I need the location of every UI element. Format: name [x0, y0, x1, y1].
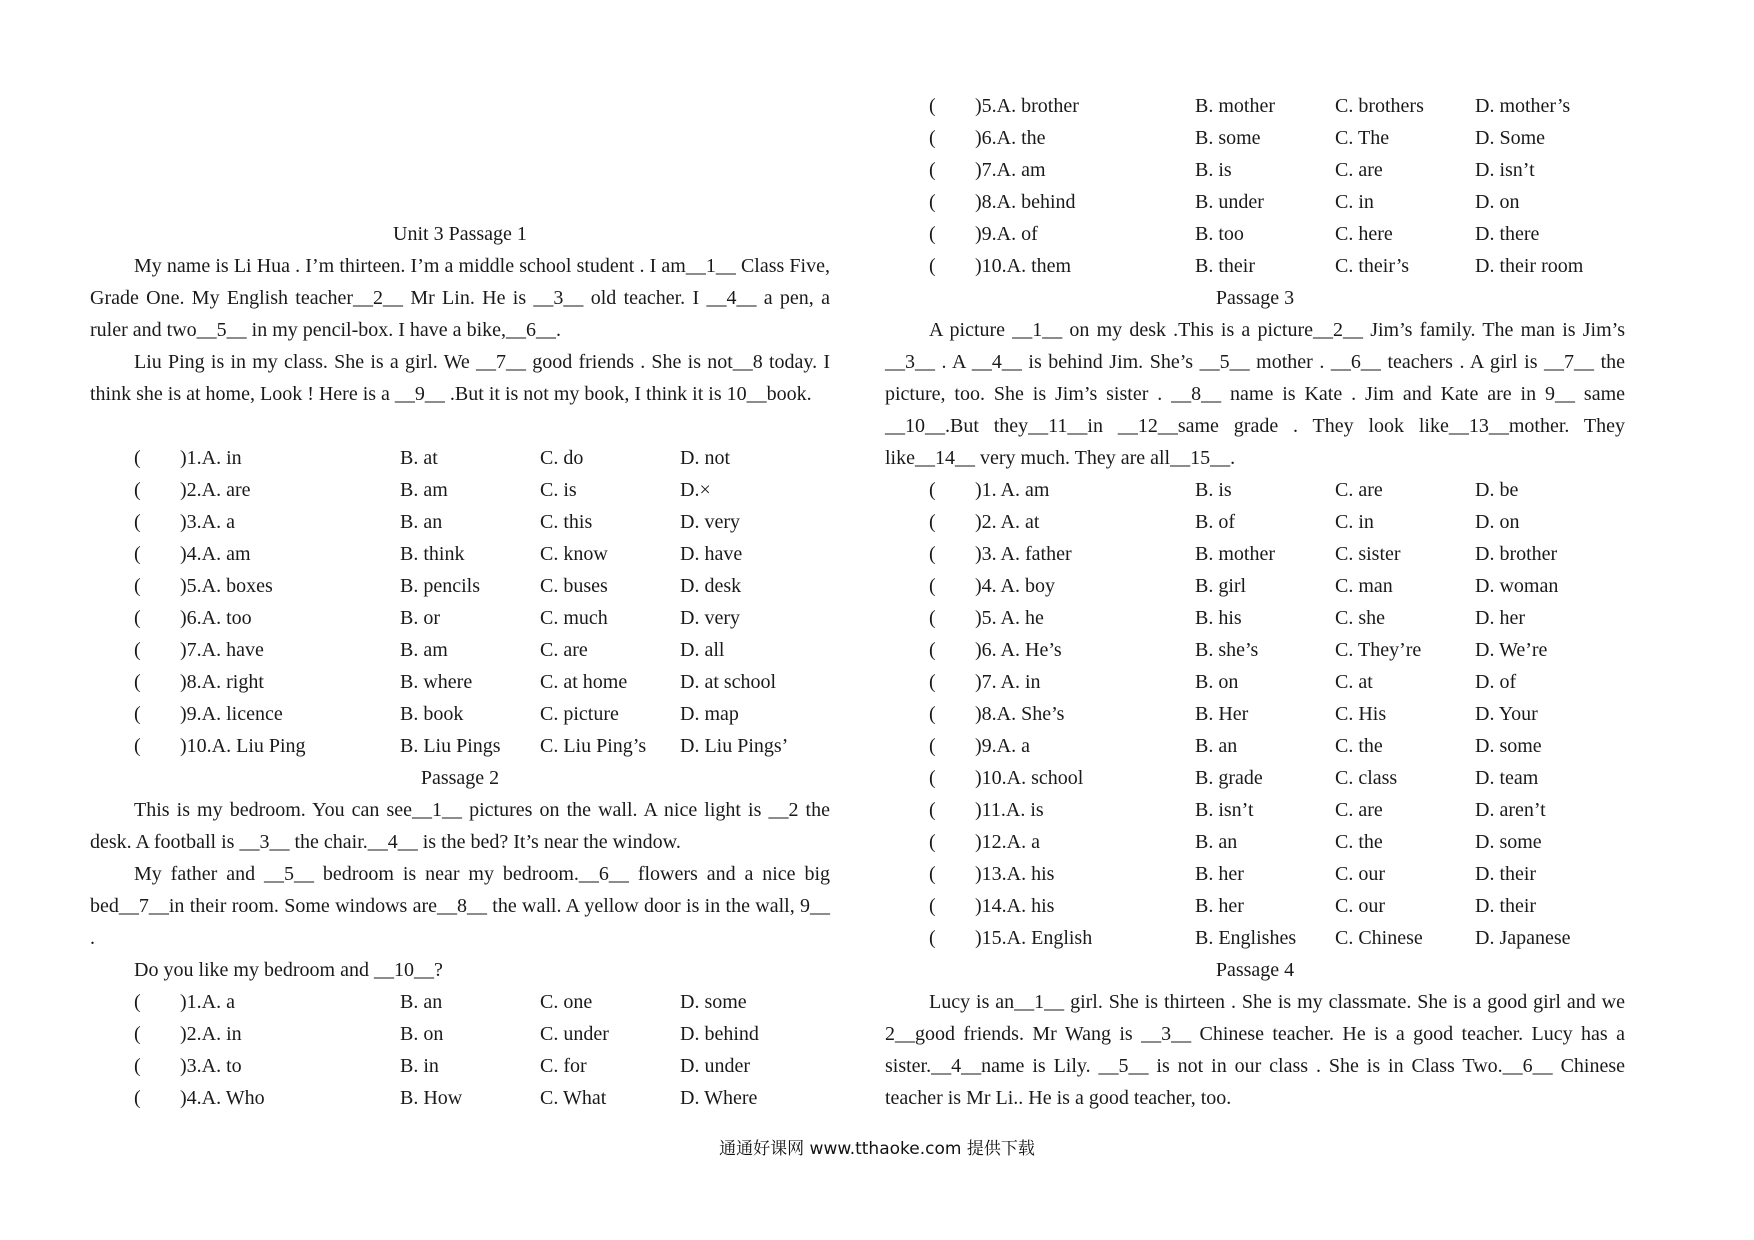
question-row	[90, 538, 830, 570]
option-c: C. under	[540, 1023, 609, 1045]
option-d: D. there	[1475, 223, 1540, 245]
unit-title: Unit 3 Passage 1	[393, 223, 527, 245]
question-row	[885, 698, 1625, 730]
bracket: (	[929, 159, 936, 181]
question-stem: )12.A. a	[975, 831, 1040, 853]
question-stem: )2.A. in	[180, 1023, 242, 1045]
question-row	[90, 474, 830, 506]
option-c: C. sister	[1335, 543, 1401, 565]
option-b: B. under	[1195, 191, 1264, 213]
option-d: D. Where	[680, 1087, 758, 1109]
option-d: D. Liu Pings’	[680, 735, 789, 757]
option-d: D. We’re	[1475, 639, 1548, 661]
passage-2-paragraph: My father and __5__ bedroom is near my bedroom.__6__ flowers and a nice big bed__7__in their room. Some windows are__8__ the wall. A yellow door is in the wall, 9__ .	[90, 863, 830, 949]
option-b: B. some	[1195, 127, 1261, 149]
option-c: C. the	[1335, 735, 1383, 757]
option-c: C. man	[1335, 575, 1393, 597]
option-d: D. on	[1475, 511, 1520, 533]
passage-2-paragraph: Do you like my bedroom and __10__?	[134, 959, 443, 981]
passage-4-paragraph: Lucy is an__1__ girl. She is thirteen . She is my classmate. She is a good girl and we 2__good friends. Mr Wang is __3__ Chinese teacher. He is a good teacher. Lucy has a sister.__4__name is Lily. __5__ is not in our class . She is in Class Two.__6__ Chinese teacher is Mr Li.. He is a good teacher, too.	[885, 991, 1625, 1109]
bracket: (	[929, 127, 936, 149]
bracket: (	[929, 479, 936, 501]
question-stem: )5. A. he	[975, 607, 1044, 629]
option-c: C. class	[1335, 767, 1398, 789]
option-c: C. at	[1335, 671, 1373, 693]
option-d: D. her	[1475, 607, 1525, 629]
bracket: (	[134, 991, 141, 1013]
option-c: C. is	[540, 479, 577, 501]
option-d: D. isn’t	[1475, 159, 1535, 181]
option-b: B. Her	[1195, 703, 1249, 725]
question-row	[90, 442, 830, 474]
option-b: B. mother	[1195, 543, 1275, 565]
option-d: D. of	[1475, 671, 1517, 693]
bracket: (	[929, 607, 936, 629]
option-d: D. their	[1475, 895, 1537, 917]
question-row	[885, 826, 1625, 858]
question-row	[885, 858, 1625, 890]
bracket: (	[134, 479, 141, 501]
question-row	[885, 250, 1625, 282]
option-c: C. The	[1335, 127, 1390, 149]
bracket: (	[134, 703, 141, 725]
passage-3-paragraph: A picture __1__ on my desk .This is a picture__2__ Jim’s family. The man is Jim’s __3__ . A __4__ is behind Jim. She’s __5__ mother . __6__ teachers . A girl is __7__ the picture, too. She is Jim’s sister . __8__ name is Kate . Jim and Kate are in 9__ same __10__.But they__11__in __12__same grade . They look like__13__mother. They like__14__ very much. They are all__15__.	[885, 319, 1625, 469]
bracket: (	[929, 735, 936, 757]
option-b: B. is	[1195, 159, 1232, 181]
question-stem: )1.A. in	[180, 447, 242, 469]
passage-1-text	[90, 250, 830, 410]
option-c: C. picture	[540, 703, 619, 725]
question-stem: )11.A. is	[975, 799, 1044, 821]
option-b: B. her	[1195, 895, 1244, 917]
bracket: (	[929, 895, 936, 917]
option-b: B. am	[400, 639, 448, 661]
bracket: (	[134, 511, 141, 533]
option-c: C. much	[540, 607, 608, 629]
question-stem: )4. A. boy	[975, 575, 1055, 597]
question-stem: )8.A. right	[180, 671, 264, 693]
option-d: D. their	[1475, 863, 1537, 885]
option-d: D. desk	[680, 575, 742, 597]
bracket: (	[929, 223, 936, 245]
question-row	[885, 602, 1625, 634]
option-c: C. His	[1335, 703, 1387, 725]
option-d: D. all	[680, 639, 725, 661]
question-row	[90, 730, 830, 762]
option-b: B. where	[400, 671, 473, 693]
bracket: (	[929, 255, 936, 277]
option-d: D. on	[1475, 191, 1520, 213]
option-c: C. in	[1335, 511, 1374, 533]
question-stem: )4.A. am	[180, 543, 251, 565]
option-c: C. do	[540, 447, 584, 469]
question-row	[90, 602, 830, 634]
passage-1-paragraph: Liu Ping is in my class. She is a girl. We __7__ good friends . She is not__8 today. I think she is at home, Look ! Here is a __9__ .But it is not my book, I think it is 10__book.	[90, 351, 830, 405]
bracket: (	[929, 831, 936, 853]
bracket: (	[134, 735, 141, 757]
question-row	[90, 1082, 830, 1114]
option-b: B. girl	[1195, 575, 1247, 597]
option-b: B. or	[400, 607, 440, 629]
question-stem: )3.A. a	[180, 511, 235, 533]
bracket: (	[929, 191, 936, 213]
bracket: (	[134, 1087, 141, 1109]
question-stem: )1.A. a	[180, 991, 235, 1013]
question-row	[885, 538, 1625, 570]
option-b: B. isn’t	[1195, 799, 1254, 821]
bracket: (	[929, 927, 936, 949]
question-stem: )10.A. school	[975, 767, 1084, 789]
bracket: (	[929, 95, 936, 117]
question-row	[90, 666, 830, 698]
option-d: D. Your	[1475, 703, 1538, 725]
question-stem: )10.A. them	[975, 255, 1072, 277]
bracket: (	[929, 799, 936, 821]
question-row	[885, 154, 1625, 186]
question-row	[885, 666, 1625, 698]
question-stem: )13.A. his	[975, 863, 1055, 885]
option-b: B. she’s	[1195, 639, 1259, 661]
option-b: B. on	[1195, 671, 1239, 693]
option-b: B. their	[1195, 255, 1255, 277]
passage-2-title: Passage 2	[420, 767, 500, 789]
passage-1-paragraph: My name is Li Hua . I’m thirteen. I’m a middle school student . I am__1__ Class Five, Grade One. My English teacher__2__ Mr Lin. He is __3__ old teacher. I __4__ a pen, a ruler and two__5__ in my pencil-box. I have a bike,__6__.	[90, 255, 830, 341]
option-c: C. are	[1335, 479, 1383, 501]
option-c: C. our	[1335, 863, 1385, 885]
option-b: B. at	[400, 447, 438, 469]
option-c: C. for	[540, 1055, 587, 1077]
bracket: (	[929, 703, 936, 725]
option-d: D. very	[680, 511, 740, 533]
option-c: C. their’s	[1335, 255, 1410, 277]
option-d: D.×	[680, 479, 711, 501]
option-d: D. team	[1475, 767, 1539, 789]
option-d: D. their room	[1475, 255, 1584, 277]
bracket: (	[929, 863, 936, 885]
option-c: C. buses	[540, 575, 608, 597]
option-b: B. an	[1195, 831, 1238, 853]
option-b: B. is	[1195, 479, 1232, 501]
question-stem: )10.A. Liu Ping	[180, 735, 306, 757]
question-row	[90, 506, 830, 538]
question-stem: )8.A. She’s	[975, 703, 1065, 725]
passage-2-text	[90, 794, 830, 986]
option-c: C. brothers	[1335, 95, 1424, 117]
question-stem: )7.A. have	[180, 639, 264, 661]
option-d: D. some	[1475, 735, 1542, 757]
bracket: (	[134, 639, 141, 661]
bracket: (	[134, 543, 141, 565]
question-row	[90, 1050, 830, 1082]
question-row	[90, 698, 830, 730]
option-d: D. have	[680, 543, 743, 565]
bracket: (	[929, 767, 936, 789]
option-d: D. under	[680, 1055, 750, 1077]
question-stem: )4.A. Who	[180, 1087, 265, 1109]
option-b: B. think	[400, 543, 465, 565]
question-stem: )6.A. too	[180, 607, 252, 629]
option-d: D. woman	[1475, 575, 1559, 597]
option-b: B. grade	[1195, 767, 1263, 789]
option-b: B. his	[1195, 607, 1242, 629]
bracket: (	[929, 575, 936, 597]
passage-4-title: Passage 4	[1215, 959, 1295, 981]
question-row	[885, 890, 1625, 922]
question-row	[90, 986, 830, 1018]
question-stem: )2. A. at	[975, 511, 1040, 533]
option-b: B. am	[400, 479, 448, 501]
question-stem: )6.A. the	[975, 127, 1046, 149]
option-c: C. at home	[540, 671, 628, 693]
question-row	[885, 730, 1625, 762]
option-c: C. one	[540, 991, 593, 1013]
option-c: C. They’re	[1335, 639, 1422, 661]
bracket: (	[929, 639, 936, 661]
option-c: C. in	[1335, 191, 1374, 213]
question-row	[885, 922, 1625, 954]
option-b: B. in	[400, 1055, 439, 1077]
option-c: C. What	[540, 1087, 607, 1109]
question-stem: )2.A. are	[180, 479, 251, 501]
question-stem: )5.A. boxes	[180, 575, 273, 597]
question-row	[885, 794, 1625, 826]
option-c: C. this	[540, 511, 593, 533]
option-c: C. Liu Ping’s	[540, 735, 647, 757]
option-d: D. very	[680, 607, 740, 629]
option-d: D. not	[680, 447, 730, 469]
passage-3-title: Passage 3	[1215, 287, 1295, 309]
question-stem: )14.A. his	[975, 895, 1055, 917]
option-c: C. know	[540, 543, 608, 565]
option-c: C. are	[540, 639, 588, 661]
option-b: B. How	[400, 1087, 463, 1109]
option-b: B. mother	[1195, 95, 1275, 117]
option-c: C. our	[1335, 895, 1385, 917]
option-d: D. some	[1475, 831, 1542, 853]
bracket: (	[929, 511, 936, 533]
question-row	[90, 1018, 830, 1050]
option-d: D. behind	[680, 1023, 759, 1045]
question-stem: )9.A. a	[975, 735, 1030, 757]
option-d: D. be	[1475, 479, 1519, 501]
option-c: C. the	[1335, 831, 1383, 853]
passage-4-text	[885, 986, 1625, 1114]
question-stem: )15.A. English	[975, 927, 1093, 949]
option-c: C. she	[1335, 607, 1385, 629]
question-row	[885, 122, 1625, 154]
option-c: C. here	[1335, 223, 1393, 245]
bracket: (	[929, 671, 936, 693]
question-row	[885, 570, 1625, 602]
question-row	[90, 570, 830, 602]
question-row	[885, 506, 1625, 538]
question-stem: )3.A. to	[180, 1055, 242, 1077]
option-d: D. brother	[1475, 543, 1558, 565]
question-row	[885, 474, 1625, 506]
option-d: D. map	[680, 703, 739, 725]
option-d: D. Japanese	[1475, 927, 1571, 949]
bracket: (	[134, 575, 141, 597]
question-stem: )9.A. licence	[180, 703, 283, 725]
option-b: B. an	[400, 991, 443, 1013]
question-stem: )7. A. in	[975, 671, 1041, 693]
footer-credit: 通通好课网 www.tthaoke.com 提供下载	[719, 1139, 1035, 1159]
question-stem: )8.A. behind	[975, 191, 1076, 213]
question-stem: )9.A. of	[975, 223, 1038, 245]
bracket: (	[134, 447, 141, 469]
option-c: C. are	[1335, 159, 1383, 181]
question-stem: )3. A. father	[975, 543, 1072, 565]
option-b: B. pencils	[400, 575, 480, 597]
bracket: (	[134, 1055, 141, 1077]
passage-3-text	[885, 314, 1625, 474]
option-b: B. an	[1195, 735, 1238, 757]
bracket: (	[929, 543, 936, 565]
question-row	[885, 634, 1625, 666]
option-b: B. book	[400, 703, 464, 725]
option-c: C. Chinese	[1335, 927, 1423, 949]
question-row	[885, 186, 1625, 218]
option-d: D. aren’t	[1475, 799, 1546, 821]
option-d: D. Some	[1475, 127, 1545, 149]
question-row	[885, 90, 1625, 122]
question-stem: )5.A. brother	[975, 95, 1079, 117]
option-b: B. of	[1195, 511, 1235, 533]
option-b: B. Englishes	[1195, 927, 1297, 949]
option-b: B. an	[400, 511, 443, 533]
question-row	[885, 218, 1625, 250]
option-b: B. her	[1195, 863, 1244, 885]
passage-2-paragraph: This is my bedroom. You can see__1__ pictures on the wall. A nice light is __2 the desk. A football is __3__ the chair.__4__ is the bed? It’s near the window.	[90, 799, 830, 853]
option-d: D. mother’s	[1475, 95, 1571, 117]
question-stem: )1. A. am	[975, 479, 1050, 501]
option-b: B. Liu Pings	[400, 735, 501, 757]
option-c: C. are	[1335, 799, 1383, 821]
question-row	[885, 762, 1625, 794]
option-d: D. at school	[680, 671, 777, 693]
question-stem: )7.A. am	[975, 159, 1046, 181]
option-d: D. some	[680, 991, 747, 1013]
option-b: B. too	[1195, 223, 1244, 245]
bracket: (	[134, 1023, 141, 1045]
question-row	[90, 634, 830, 666]
bracket: (	[134, 607, 141, 629]
question-stem: )6. A. He’s	[975, 639, 1062, 661]
bracket: (	[134, 671, 141, 693]
option-b: B. on	[400, 1023, 444, 1045]
